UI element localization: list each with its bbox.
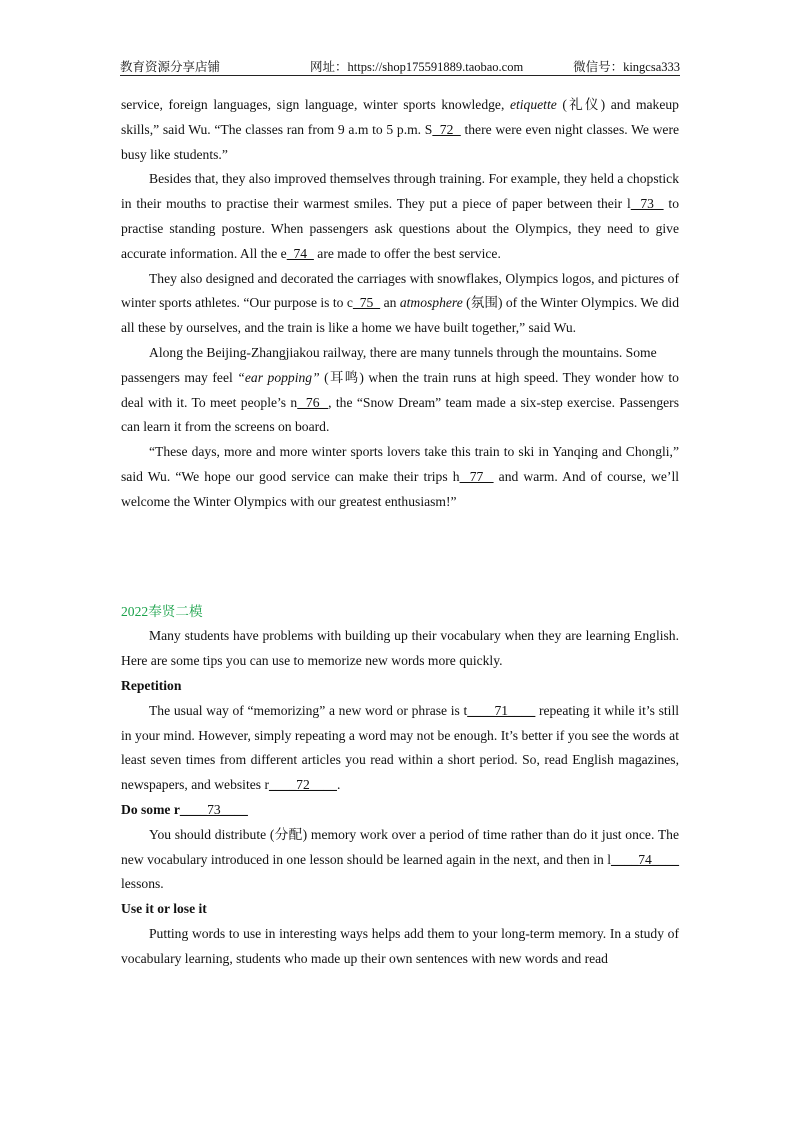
text: an: [380, 295, 400, 311]
blank-71: ____71____: [467, 702, 536, 718]
text: are made to offer the best service.: [313, 245, 501, 261]
text: Besides that, they also improved themselves through training. For example, they held a chopstick in their mouths to practise their warmest smiles. They put a piece of paper between their l: [121, 171, 679, 212]
header-wechat: 微信号：kingcsa333: [573, 60, 680, 74]
blank-73: 73: [630, 196, 664, 212]
paragraph-use-it: Putting words to use in interesting ways helps add them to your long-term memory. In a study of vocabulary learning, students who made up their own sentences with new words and read: [121, 925, 679, 966]
text: service, foreign languages, sign language, winter sports knowledge,: [121, 97, 510, 112]
text: , the “Snow Dream” team made a six-step exercise. Passengers can learn it from the screens on board.: [121, 394, 679, 435]
italic-term: “ear popping”: [237, 369, 320, 385]
paragraph-closing: [121, 440, 679, 514]
text: and warm. And of course, we’ll welcome the Winter Olympics with our greatest enthusiasm!”: [121, 468, 679, 509]
text: They also designed and decorated the carriages with snowflakes, Olympics logos, and pictures of winter sports athletes. “Our purpose is to c: [121, 270, 679, 311]
heading-review: [121, 798, 679, 823]
paragraph-railway: [121, 341, 679, 366]
text: You should distribute (分配) memory work over a period of time rather than do it just once. The new vocabulary introduced in one lesson should be learned again in the next, and then in l: [121, 826, 679, 867]
text: lessons.: [121, 876, 164, 892]
text: repeating it while it’s still in your mind. However, simply repeating a word may not be enough. It’s better if you see the words at least seven times from different articles you read within a short period. So, read English magazines, newspapers, and websites r: [121, 702, 680, 793]
paragraph-decoration: [121, 267, 679, 341]
text: Do some r: [121, 801, 180, 817]
blank-75: 75: [352, 295, 381, 311]
text: “These days, more and more winter sports lovers take this train to ski in Yanqing and Chongli,” said Wu. “We hope our good service can make their trips h: [121, 444, 679, 484]
blank-72: ____72____: [268, 777, 337, 793]
italic-term: atmosphere: [399, 295, 463, 311]
text: (礼仪) and makeup skills,” said Wu. “The classes ran from 9 a.m to 5 p.m. S: [121, 97, 679, 137]
blank-72: 72: [432, 121, 461, 137]
header-url[interactable]: 网址：https://shop175591889.taobao.com: [310, 60, 524, 74]
paragraph-ear-popping: [121, 366, 679, 440]
text: (耳鸣) when the train runs at high speed. They wonder how to deal with it. To meet people’s n: [121, 369, 679, 410]
paragraph-repetition: [121, 699, 679, 798]
text: The usual way of “memorizing” a new word or phrase is t: [149, 702, 468, 718]
text: to practise standing posture. When passengers ask questions about the Olympics, they need to give accurate information. All the e: [121, 196, 679, 261]
blank-74: ____74____: [611, 851, 679, 867]
heading-use-it: Use it or lose it: [121, 901, 207, 917]
page-header: [120, 55, 680, 76]
blank-77: 77: [459, 468, 494, 484]
paragraph-training: [121, 167, 679, 266]
paragraph-classes: [121, 93, 679, 167]
paragraph-distribute: [121, 823, 679, 897]
paragraph-intro: Many students have problems with building up their vocabulary when they are learning English. Here are some tips you can use to memorize new words more quickly.: [121, 628, 679, 669]
heading-repetition: Repetition: [121, 677, 182, 693]
italic-term: etiquette: [509, 97, 557, 112]
document-body: [121, 93, 679, 972]
text: passengers may feel: [121, 369, 238, 385]
blank-73: ____73____: [179, 801, 248, 817]
section-title: 2022奉贤二模: [121, 603, 203, 619]
text: there were even night classes. We were busy like students.”: [121, 121, 679, 162]
text: .: [336, 777, 341, 793]
header-shop-name: 教育资源分享店铺: [120, 60, 221, 74]
text: (氛围) of the Winter Olympics. We did all these by ourselves, and the train is like a home we have built together,” said Wu.: [121, 295, 679, 336]
blank-74: 74: [286, 245, 314, 261]
text: Along the Beijing-Zhangjiakou railway, there are many tunnels through the mountains. Some: [149, 344, 657, 360]
blank-76: 76: [297, 394, 329, 410]
